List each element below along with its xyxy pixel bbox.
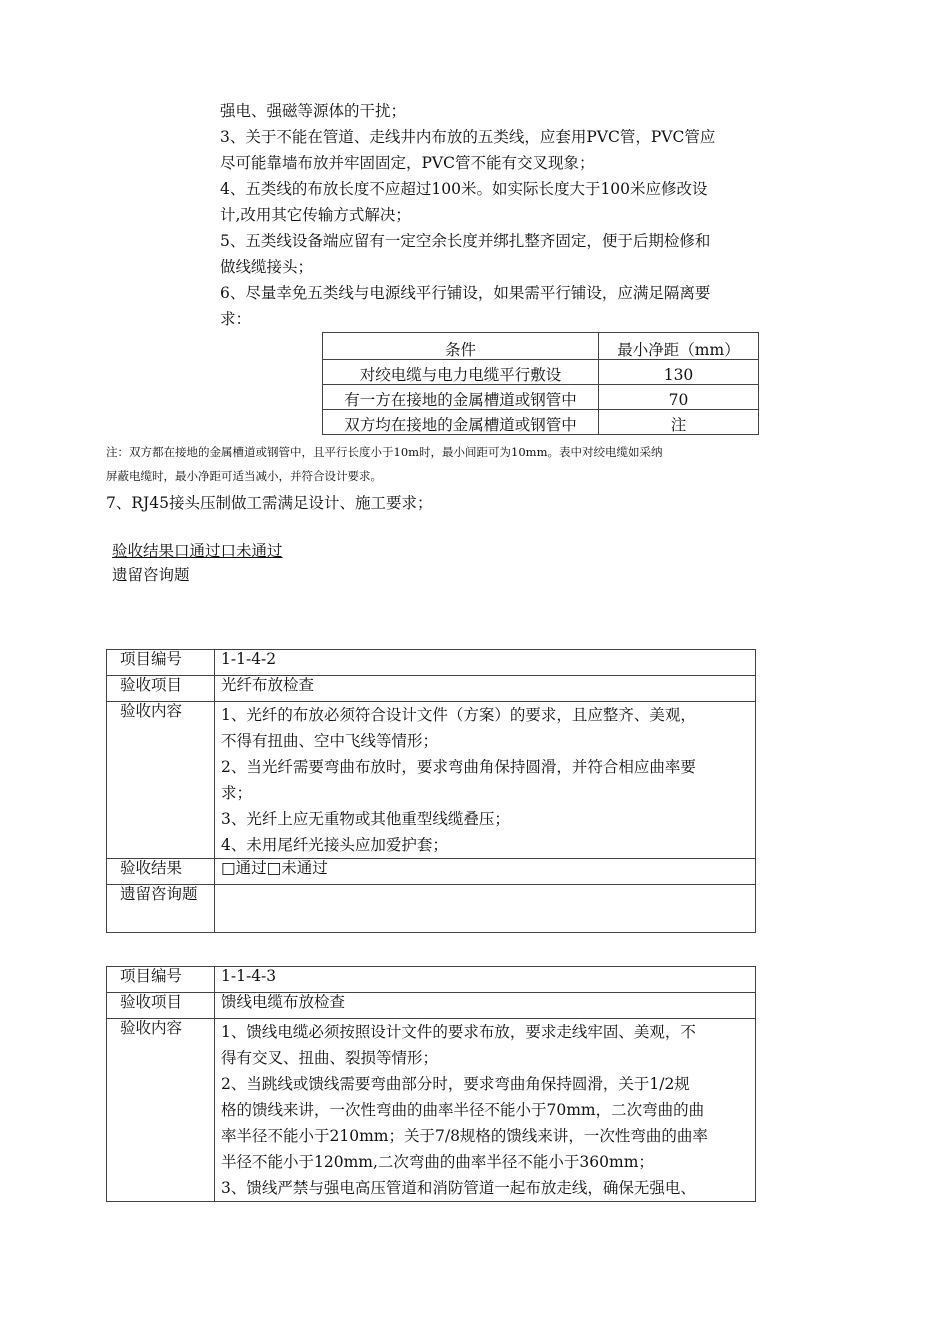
table-header: 最小净距（mm）	[599, 333, 759, 360]
label-project-id: 项目编号	[107, 967, 215, 993]
note-line: 注：双方都在接地的金属槽道或钢管中，且平行长度小于10m时，最小间距可为10mm。表中对绞电缆如采纳	[106, 445, 663, 459]
table-cell: 对绞电缆与电力电缆平行敷设	[323, 360, 599, 385]
body-text-line: 6、尽量幸免五类线与电源线平行铺设，如果需平行铺设，应满足隔离要	[220, 284, 711, 302]
content-line: 3、光纤上应无重物或其他重型线缆叠压；	[221, 810, 510, 828]
body-text-line: 尽可能靠墙布放并牢固固定，PVC管不能有交叉现象；	[220, 154, 595, 172]
body-text-line: 3、关于不能在管道、走线井内布放的五类线，应套用PVC管，PVC管应	[220, 128, 716, 146]
table-cell: 130	[599, 360, 759, 385]
content-line: 3、馈线严禁与强电高压管道和消防管道一起布放走线，确保无强电、	[221, 1179, 696, 1197]
content-line: 格的馈线来讲，一次性弯曲的曲率半径不能小于70mm，二次弯曲的曲	[221, 1101, 705, 1119]
inspection-item-value: 馈线电缆布放检查	[215, 993, 756, 1019]
content-line: 半径不能小于120mm,二次弯曲的曲率半径不能小于360mm；	[221, 1153, 654, 1171]
remaining-issues-value	[215, 885, 756, 933]
inspection-table-1	[106, 649, 756, 933]
content-line: 得有交叉、扭曲、裂损等情形；	[221, 1049, 439, 1067]
label-inspection-result: 验收结果	[107, 859, 215, 885]
project-id-value: 1-1-4-3	[215, 967, 756, 993]
content-line: 1、光纤的布放必须符合设计文件（方案）的要求，且应整齐、美观，	[221, 706, 696, 724]
acceptance-result-line: 验收结果口通过口未通过	[112, 542, 283, 560]
body-text-line: 计,改用其它传输方式解决；	[220, 206, 411, 224]
clearance-table	[322, 332, 759, 435]
content-line: 求；	[221, 784, 253, 802]
content-line: 1、馈线电缆必须按照设计文件的要求布放，要求走线牢固、美观，不	[221, 1023, 696, 1041]
inspection-content	[215, 1019, 756, 1202]
label-inspection-item: 验收项目	[107, 993, 215, 1019]
body-text-line: 5、五类线设备端应留有一定空余长度并绑扎整齐固定，便于后期检修和	[220, 232, 711, 250]
body-text-line: 求：	[220, 310, 252, 328]
content-line: 率半径不能小于210mm；关于7/8规格的馈线来讲，一次性弯曲的曲率	[221, 1127, 708, 1145]
content-line: 4、未用尾纤光接头应加爱护套；	[221, 836, 448, 854]
table-header: 条件	[323, 333, 599, 360]
table-cell: 注	[599, 410, 759, 435]
table-cell: 有一方在接地的金属槽道或钢管中	[323, 385, 599, 410]
content-line: 2、当光纤需要弯曲布放时，要求弯曲角保持圆滑，并符合相应曲率要	[221, 758, 696, 776]
table-cell: 双方均在接地的金属槽道或钢管中	[323, 410, 599, 435]
body-text-line: 4、五类线的布放长度不应超过100米。如实际长度大于100米应修改设	[220, 180, 708, 198]
body-text-line: 做线缆接头；	[220, 258, 314, 276]
note-line: 屏蔽电缆时，最小净距可适当减小，并符合设计要求。	[106, 469, 382, 483]
label-project-id: 项目编号	[107, 650, 215, 676]
inspection-item-value: 光纤布放检查	[215, 676, 756, 702]
label-inspection-content: 验收内容	[107, 702, 215, 859]
inspection-result-value: □通过□未通过	[215, 859, 756, 885]
body-text-line: 强电、强磁等源体的干扰；	[220, 102, 407, 120]
label-inspection-content: 验收内容	[107, 1019, 215, 1202]
content-line: 不得有扭曲、空中飞线等情形；	[221, 732, 439, 750]
project-id-value: 1-1-4-2	[215, 650, 756, 676]
remaining-issues-line: 遗留咨询题	[112, 566, 190, 584]
label-inspection-item: 验收项目	[107, 676, 215, 702]
label-remaining-issues: 遗留咨询题	[107, 885, 215, 933]
inspection-content	[215, 702, 756, 859]
item-7-text: 7、RJ45接头压制做工需满足设计、施工要求；	[106, 494, 433, 512]
content-line: 2、当跳线或馈线需要弯曲部分时，要求弯曲角保持圆滑，关于1/2规	[221, 1075, 690, 1093]
table-cell: 70	[599, 385, 759, 410]
inspection-table-2	[106, 966, 756, 1202]
